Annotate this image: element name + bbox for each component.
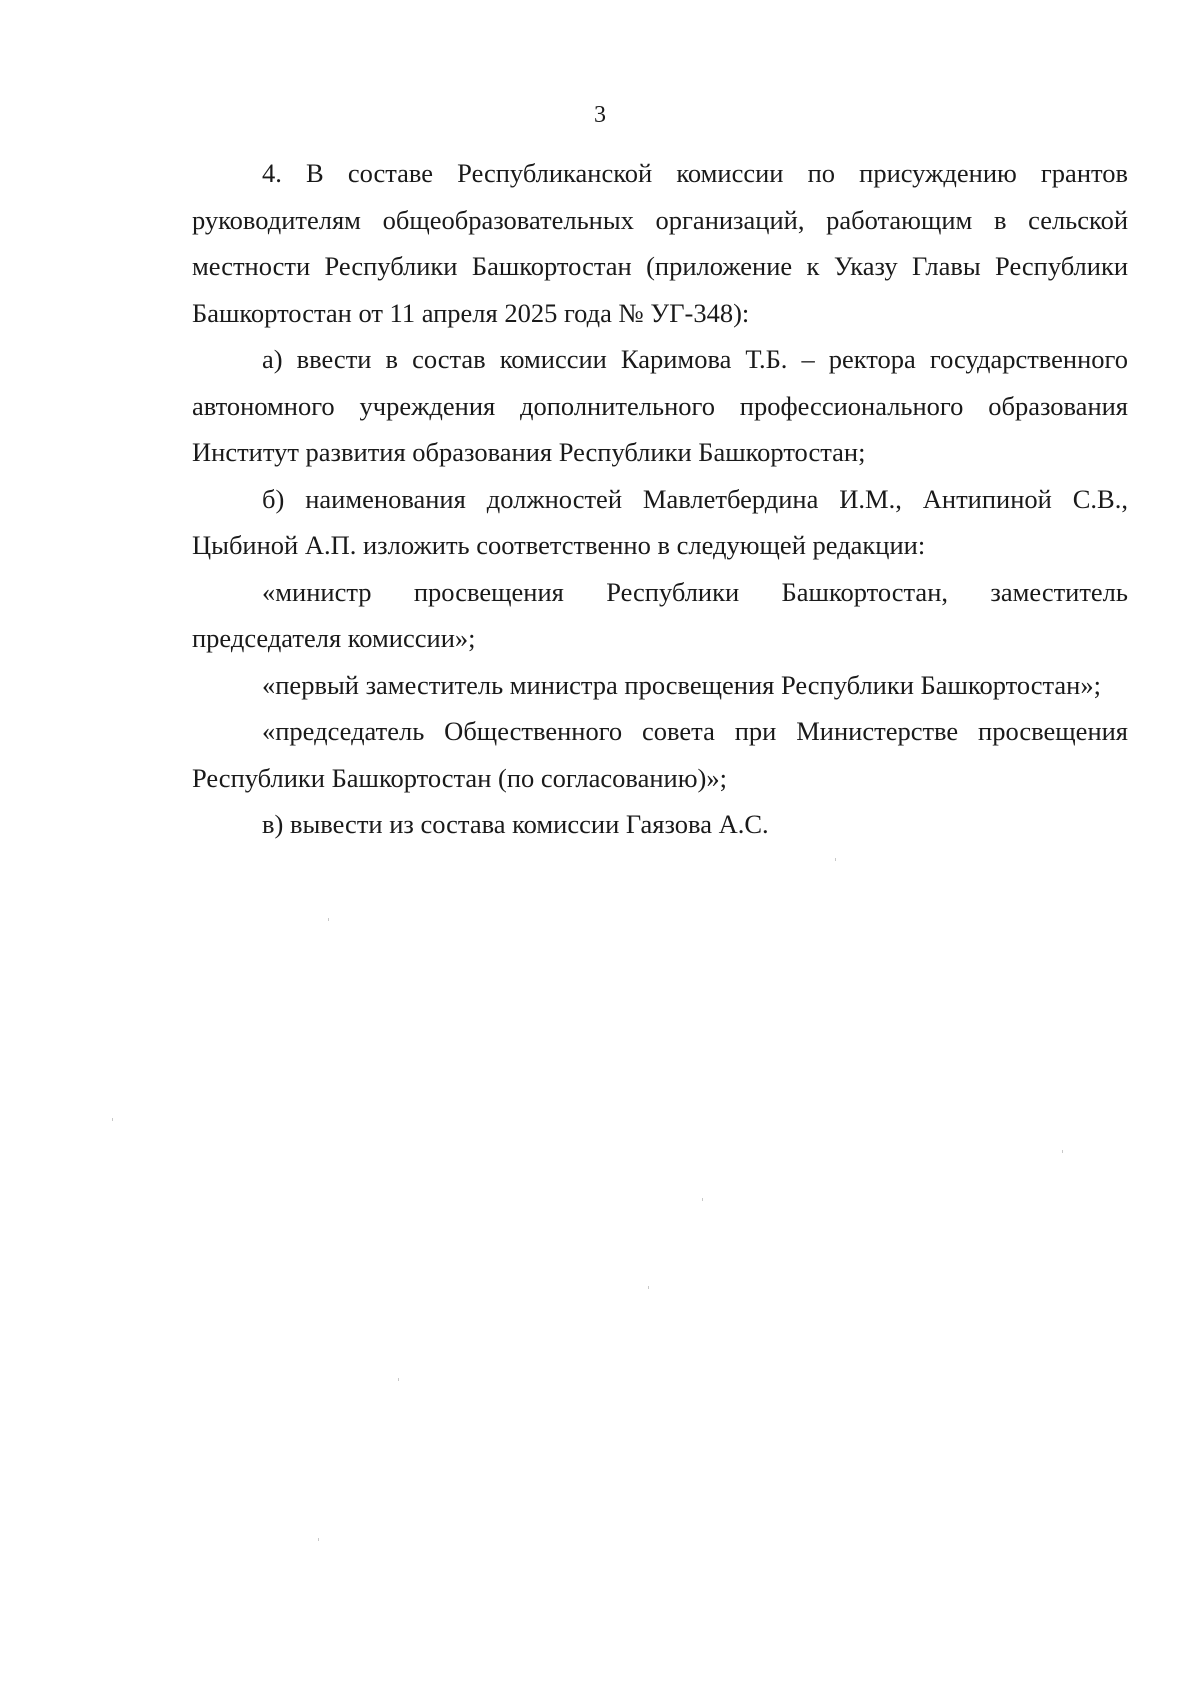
- scan-speck: [112, 1118, 113, 1121]
- document-body: [192, 150, 1128, 848]
- quoted-title-first-deputy: «первый заместитель министра просвещения Республики Башкортостан»;: [262, 669, 1101, 700]
- paragraph-subitem-v: в) вывести из состава комиссии Гаязова А.С.: [262, 809, 769, 839]
- scan-speck: [1062, 1150, 1063, 1153]
- quoted-title-minister: «министр просвещения Республики Башкортостан, заместитель председателя комиссии»;: [192, 576, 1128, 653]
- paragraph-item-4: 4. В составе Республиканской комиссии по присуждению грантов руководителям общеобразовательных организаций, работающим в сельской местности Республики Башкортостан (приложение к Указу Главы Республики Башкортостан от 11 апреля 2025 года № УГ-348):: [192, 158, 1128, 328]
- paragraph-subitem-b: б) наименования должностей Мавлетбердина И.М., Антипиной С.В., Цыбиной А.П. изложить соответственно в следующей редакции:: [192, 483, 1128, 560]
- scan-speck: [318, 1538, 319, 1541]
- paragraph-subitem-a: а) ввести в состав комиссии Каримова Т.Б. – ректора государственного автономного учреждения дополнительного профессионального образования Институт развития образования Республики Башкортостан;: [192, 344, 1128, 467]
- scan-speck: [398, 1378, 399, 1381]
- scan-speck: [328, 918, 329, 921]
- scan-speck: [648, 1286, 649, 1289]
- scan-speck: [702, 1198, 703, 1201]
- scan-speck: [835, 858, 836, 861]
- quoted-title-council-chair: «председатель Общественного совета при Министерстве просвещения Республики Башкортостан (по согласованию)»;: [192, 716, 1128, 793]
- page-number: 3: [594, 102, 606, 128]
